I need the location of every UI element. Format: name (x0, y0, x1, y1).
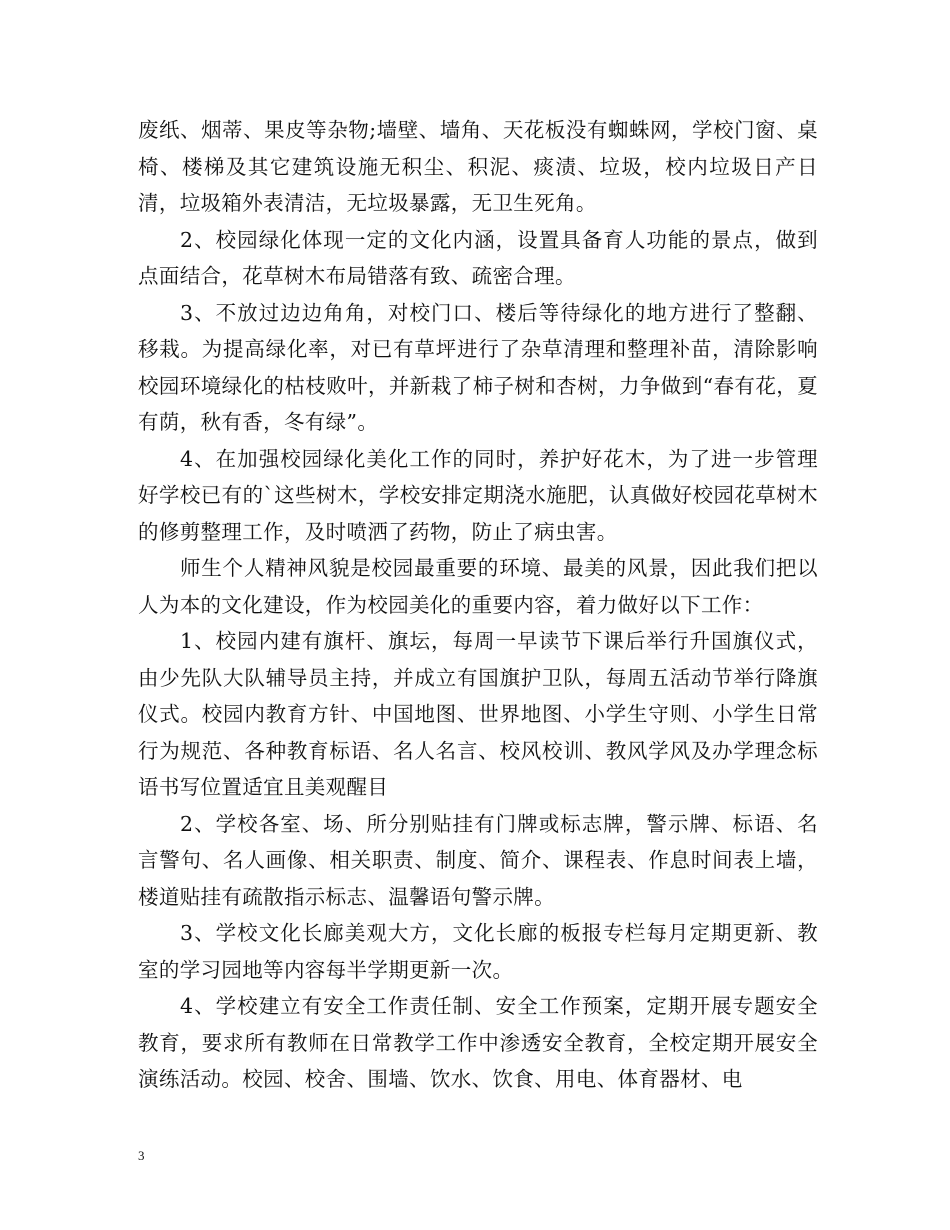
paragraph-7: 2、学校各室、场、所分别贴挂有门牌或标志牌，警示牌、标语、名言警句、名人画像、相关职责、制度、简介、课程表、作息时间表上墙，楼道贴挂有疏散指示标志、温馨语句警示牌。 (138, 811, 818, 909)
paragraph-2: 2、校园绿化体现一定的文化内涵，设置具备育人功能的景点，做到点面结合，花草树木布局错落有致、疏密合理。 (138, 227, 818, 288)
paragraph-9: 4、学校建立有安全工作责任制、安全工作预案，定期开展专题安全教育，要求所有教师在日常教学工作中渗透安全教育，全校定期开展安全演练活动。校园、校舍、围墙、饮水、饮食、用电、体育器材、电 (138, 994, 818, 1091)
paragraph-5: 师生个人精神风貌是校园最重要的环境、最美的风景，因此我们把以人为本的文化建设，作为校园美化的重要内容，着力做好以下工作： (138, 556, 818, 617)
paragraph-8: 3、学校文化长廊美观大方，文化长廊的板报专栏每月定期更新、教室的学习园地等内容每半学期更新一次。 (138, 921, 818, 982)
paragraph-4: 4、在加强校园绿化美化工作的同时，养护好花木，为了进一步管理好学校已有的`这些树木，学校安排定期浇水施肥，认真做好校园花草树木的修剪整理工作，及时喷洒了药物，防止了病虫害。 (138, 446, 818, 544)
page-number: 3 (138, 1148, 145, 1163)
paragraph-1: 废纸、烟蒂、果皮等杂物;墙壁、墙角、天花板没有蜘蛛网，学校门窗、桌椅、楼梯及其它建筑设施无积尘、积泥、痰渍、垃圾，校内垃圾日产日清，垃圾箱外表清洁，无垃圾暴露，无卫生死角。 (138, 118, 818, 215)
document-body (138, 112, 818, 1098)
paragraph-3: 3、不放过边边角角，对校门口、楼后等待绿化的地方进行了整翻、移栽。为提高绿化率，对已有草坪进行了杂草清理和整理补苗，清除影响校园环境绿化的枯枝败叶，并新栽了柿子树和杏树，力争做到“春有花，夏有荫，秋有香，冬有绿”。 (138, 300, 818, 434)
paragraph-6: 1、校园内建有旗杆、旗坛，每周一早读节下课后举行升国旗仪式，由少先队大队辅导员主持，并成立有国旗护卫队，每周五活动节举行降旗仪式。校园内教育方针、中国地图、世界地图、小学生守则、小学生日常行为规范、各种教育标语、名人名言、校风校训、教风学风及办学理念标语书写位置适宜且美观醒目 (138, 629, 818, 799)
